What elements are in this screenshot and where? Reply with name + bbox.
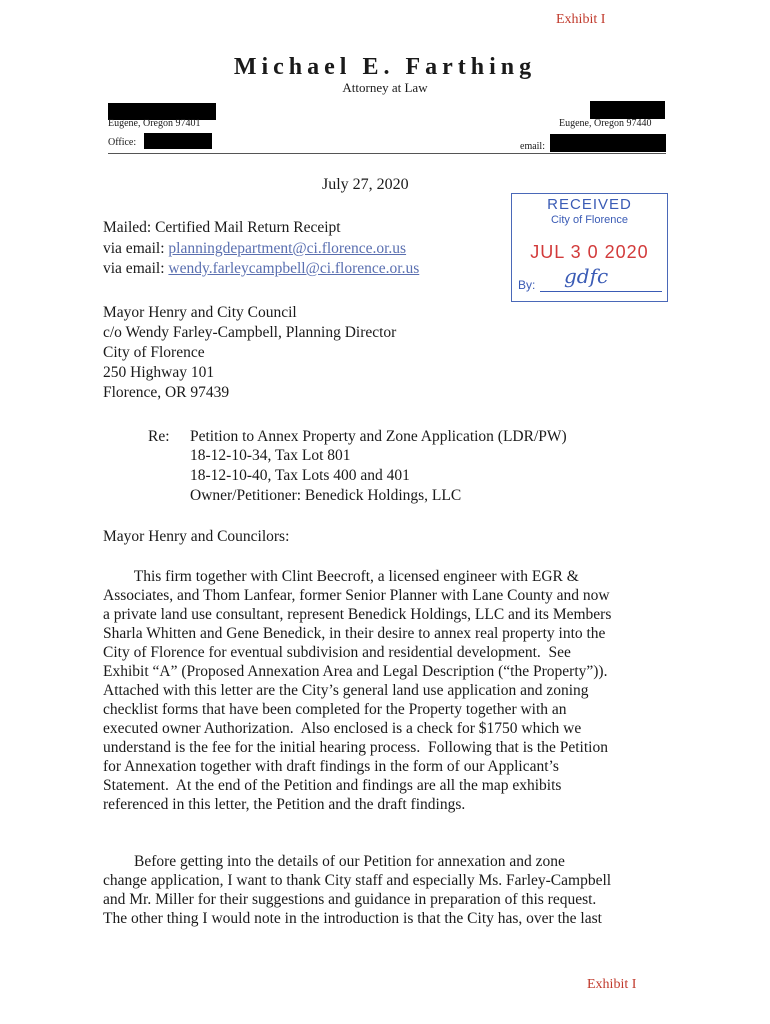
recipient-line: c/o Wendy Farley-Campbell, Planning Director xyxy=(103,324,397,341)
stamp-received-text: RECEIVED xyxy=(547,196,632,213)
letterhead-left-city: Eugene, Oregon 97401 xyxy=(108,118,201,129)
redacted-right-address xyxy=(590,101,665,119)
delivery-email-1-label: via email: xyxy=(103,240,165,257)
paragraph-line: understand is the fee for the initial hearing process. Following that is the Petition xyxy=(103,739,608,756)
paragraph-line: This firm together with Clint Beecroft, a licensed engineer with EGR & xyxy=(103,568,579,585)
recipient-line: Mayor Henry and City Council xyxy=(103,304,297,321)
recipient-line: 250 Highway 101 xyxy=(103,364,215,381)
salutation: Mayor Henry and Councilors: xyxy=(103,528,290,545)
stamp-by-label: By: xyxy=(518,278,536,292)
delivery-email-2-label: via email: xyxy=(103,260,165,277)
stamp-initials-signature: gdfc xyxy=(564,264,609,288)
body-paragraph-2 xyxy=(103,852,673,928)
paragraph-line: change application, I want to thank City staff and especially Ms. Farley-Campbell xyxy=(103,872,612,889)
letterhead-right-city: Eugene, Oregon 97440 xyxy=(559,118,652,129)
received-stamp xyxy=(511,193,668,302)
paragraph-line: Before getting into the details of our Petition for annexation and zone xyxy=(103,853,565,870)
exhibit-label-top: Exhibit I xyxy=(556,12,606,27)
paragraph-line: City of Florence for eventual subdivision and residential development. See xyxy=(103,644,571,661)
letterhead-name: Michael E. Farthing xyxy=(233,54,537,80)
body-paragraph-1 xyxy=(103,567,673,814)
re-line: Petition to Annex Property and Zone Application (LDR/PW) xyxy=(190,428,567,445)
paragraph-line: referenced in this letter, the Petition and the draft findings. xyxy=(103,796,466,813)
planning-email-link[interactable]: planningdepartment@ci.florence.or.us xyxy=(168,240,407,257)
exhibit-label-bottom: Exhibit I xyxy=(587,977,637,992)
recipient-line: Florence, OR 97439 xyxy=(103,384,230,401)
office-label: Office: xyxy=(108,137,137,148)
delivery-email-2 xyxy=(103,259,419,278)
recipient-line: City of Florence xyxy=(103,344,205,361)
re-line: 18-12-10-40, Tax Lots 400 and 401 xyxy=(190,467,410,484)
re-label: Re: xyxy=(148,428,170,445)
paragraph-line: executed owner Authorization. Also enclosed is a check for $1750 which we xyxy=(103,720,582,737)
letterhead-divider xyxy=(108,153,666,154)
redacted-office-phone xyxy=(144,133,212,149)
email-label: email: xyxy=(520,141,545,152)
delivery-mailed: Mailed: Certified Mail Return Receipt xyxy=(103,219,341,236)
paragraph-line: checklist forms that have been completed for the Property together with an xyxy=(103,701,567,718)
paragraph-line: Associates, and Thom Lanfear, former Senior Planner with Lane County and now xyxy=(103,587,610,604)
paragraph-line: Sharla Whitten and Gene Benedick, in their desire to annex real property into the xyxy=(103,625,606,642)
letterhead-title: Attorney at Law xyxy=(342,80,428,95)
paragraph-line: and Mr. Miller for their suggestions and guidance in preparation of this request. xyxy=(103,891,597,908)
paragraph-line: a private land use consultant, represent Benedick Holdings, LLC and its Members xyxy=(103,606,612,623)
paragraph-line: Statement. At the end of the Petition and findings are all the map exhibits xyxy=(103,777,562,794)
director-email-link[interactable]: wendy.farleycampbell@ci.florence.or.us xyxy=(168,260,420,277)
paragraph-line: for Annexation together with draft findings in the form of our Applicant’s xyxy=(103,758,559,775)
re-line: 18-12-10-34, Tax Lot 801 xyxy=(190,447,351,464)
letter-date: July 27, 2020 xyxy=(322,176,409,193)
paragraph-line: Attached with this letter are the City’s general land use application and zoning xyxy=(103,682,589,699)
delivery-email-1 xyxy=(103,239,406,258)
redacted-email xyxy=(550,134,666,152)
re-line: Owner/Petitioner: Benedick Holdings, LLC xyxy=(190,487,462,504)
paragraph-line: Exhibit “A” (Proposed Annexation Area and Legal Description (“the Property”)). xyxy=(103,663,608,680)
stamp-city-text: City of Florence xyxy=(550,214,629,226)
stamp-date-text: JUL 3 0 2020 xyxy=(530,242,649,262)
stamp-signature-line xyxy=(540,291,662,292)
paragraph-line: The other thing I would note in the introduction is that the City has, over the last xyxy=(103,910,602,927)
